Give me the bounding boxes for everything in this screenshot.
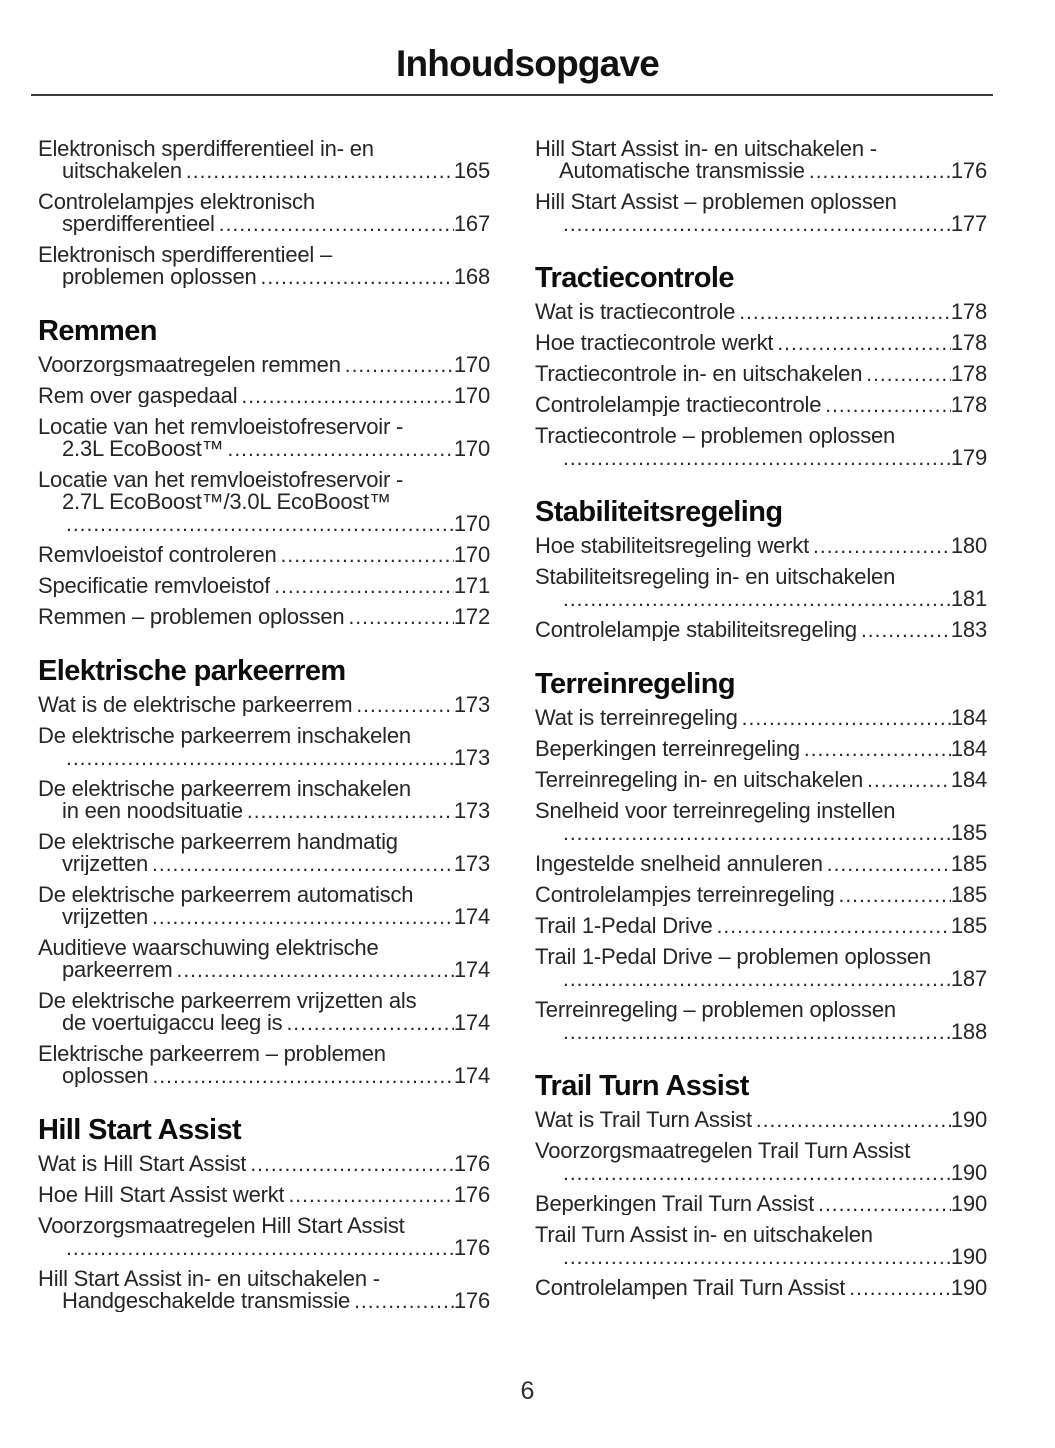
entry-title: problemen oplossen [62, 265, 257, 288]
section-heading: Elektrische parkeerrem [38, 654, 346, 687]
entry-title: 2.3L EcoBoost™ [62, 437, 224, 460]
entry-title-line: De elektrische parkeerrem vrijzetten als [38, 987, 417, 1013]
toc-entry[interactable] [38, 691, 490, 717]
toc-entry[interactable] [535, 766, 987, 792]
toc-entry[interactable] [535, 881, 987, 907]
dot-leader [62, 513, 454, 536]
dot-leader [237, 385, 453, 408]
entry-title: Tractiecontrole in- en uitschakelen [535, 362, 863, 385]
dot-leader [862, 363, 951, 386]
entry-title: Specificatie remvloeistof [38, 574, 271, 597]
entry-page-number: 184 [950, 735, 987, 761]
entry-title: vrijzetten [62, 852, 149, 875]
dot-leader [352, 694, 454, 717]
dot-leader [559, 1162, 951, 1185]
toc-entry[interactable] [38, 466, 490, 536]
dot-leader [559, 588, 951, 611]
entry-page-number: 178 [950, 329, 987, 355]
entry-page-number: 181 [950, 585, 987, 611]
entry-page-number: 176 [453, 1234, 490, 1260]
toc-section [535, 1070, 987, 1300]
entry-page-number: 176 [950, 157, 987, 183]
toc-entry[interactable] [38, 572, 490, 598]
dot-leader [148, 906, 454, 929]
entry-title: Remvloeistof controleren [38, 543, 277, 566]
toc-column-1 [38, 135, 490, 1321]
entry-title: Wat is de elektrische parkeerrem [38, 693, 353, 716]
entry-title-line: Terreinregeling – problemen oplossen [535, 996, 896, 1022]
toc-entry[interactable] [535, 996, 987, 1044]
entry-page-number: 176 [453, 1287, 490, 1313]
dot-leader [223, 438, 453, 461]
entry-title: Hoe stabiliteitsregeling werkt [535, 534, 810, 557]
entry-title: Controlelampje tractiecontrole [535, 393, 822, 416]
entry-page-number: 185 [950, 881, 987, 907]
entry-title: Ingestelde snelheid annuleren [535, 852, 823, 875]
entry-title: uitschakelen [62, 159, 182, 182]
entry-title: in een noodsituatie [62, 799, 243, 822]
dot-leader [857, 619, 951, 642]
entry-page-number: 170 [453, 351, 490, 377]
dot-leader [246, 1153, 454, 1176]
dot-leader [182, 160, 454, 183]
entry-title-line: Elektrische parkeerrem – problemen [38, 1040, 386, 1066]
toc-entry[interactable] [38, 934, 490, 982]
entry-page-number: 185 [950, 819, 987, 845]
entry-title: Trail 1-Pedal Drive [535, 914, 713, 937]
toc-entry[interactable] [38, 1150, 490, 1176]
entry-title: Beperkingen Trail Turn Assist [535, 1192, 815, 1215]
entry-title: Wat is Hill Start Assist [38, 1152, 247, 1175]
entry-title: Remmen – problemen oplossen [38, 605, 345, 628]
dot-leader [559, 213, 951, 236]
entry-title: Wat is terreinregeling [535, 706, 738, 729]
dot-leader [148, 1065, 453, 1088]
toc-entry[interactable] [535, 360, 987, 386]
entry-page-number: 183 [950, 616, 987, 642]
toc-entry[interactable] [38, 413, 490, 461]
entry-page-number: 172 [453, 603, 490, 629]
entry-page-number: 180 [950, 532, 987, 558]
entry-title-line: Voorzorgsmaatregelen Trail Turn Assist [535, 1137, 911, 1163]
dot-leader [341, 354, 454, 377]
entry-title: Voorzorgsmaatregelen remmen [38, 353, 341, 376]
entry-page-number: 174 [453, 1009, 490, 1035]
toc-section [38, 135, 490, 289]
toc-entry[interactable] [38, 987, 490, 1035]
entry-title-line: Elektronisch sperdifferentieel in- en [38, 135, 374, 161]
entry-title: oplossen [62, 1064, 149, 1087]
toc-section [535, 262, 987, 470]
section-heading: Stabiliteitsregeling [535, 495, 783, 528]
dot-leader [559, 822, 951, 845]
entry-page-number: 174 [453, 956, 490, 982]
page-title: Inhoudsopgave [396, 43, 659, 84]
entry-title: parkeerrem [62, 958, 173, 981]
entry-page-number: 168 [453, 263, 490, 289]
toc-entry[interactable] [535, 1106, 987, 1132]
toc-entry[interactable] [38, 1265, 490, 1313]
toc-column-2 [535, 135, 987, 1321]
toc-entry[interactable] [38, 828, 490, 876]
section-heading: Trail Turn Assist [535, 1069, 749, 1102]
section-heading: Tractiecontrole [535, 261, 734, 294]
dot-leader [805, 160, 951, 183]
toc-entry[interactable] [535, 850, 987, 876]
toc-entry[interactable] [535, 563, 987, 611]
dot-leader [845, 1277, 951, 1300]
dot-leader [814, 1193, 951, 1216]
toc-entry[interactable] [535, 1190, 987, 1216]
entry-title: Rem over gaspedaal [38, 384, 238, 407]
entry-title: Terreinregeling in- en uitschakelen [535, 768, 864, 791]
dot-leader [713, 915, 951, 938]
entry-title-line: Elektronisch sperdifferentieel – [38, 241, 333, 267]
toc-entry[interactable] [38, 351, 490, 377]
dot-leader [738, 707, 951, 730]
entry-title: Handgeschakelde transmissie [62, 1289, 351, 1312]
entry-title-line: Hill Start Assist in- en uitschakelen - [535, 135, 877, 161]
entry-page-number: 173 [453, 744, 490, 770]
entry-page-number: 173 [453, 797, 490, 823]
entry-title: de voertuigaccu leeg is [62, 1011, 283, 1034]
entry-page-number: 188 [950, 1018, 987, 1044]
dot-leader [344, 606, 453, 629]
toc-entry[interactable] [38, 188, 490, 236]
dot-leader [752, 1109, 951, 1132]
toc-entry[interactable] [535, 391, 987, 417]
entry-title-line: De elektrische parkeerrem handmatig [38, 828, 398, 854]
entry-title: Hoe tractiecontrole werkt [535, 331, 774, 354]
toc-entry[interactable] [38, 775, 490, 823]
entry-page-number: 185 [950, 850, 987, 876]
toc-entry[interactable] [535, 532, 987, 558]
toc-section [38, 655, 490, 1088]
entry-title-line: Voorzorgsmaatregelen Hill Start Assist [38, 1212, 405, 1238]
entry-title-line: Auditieve waarschuwing elektrische [38, 934, 379, 960]
toc-entry[interactable] [535, 943, 987, 991]
entry-page-number: 178 [950, 391, 987, 417]
toc-entry[interactable] [38, 1181, 490, 1207]
entry-title-line: De elektrische parkeerrem inschakelen [38, 775, 411, 801]
entry-page-number: 171 [453, 572, 490, 598]
entry-page-number: 170 [453, 435, 490, 461]
dot-leader [62, 1237, 454, 1260]
dot-leader [172, 959, 453, 982]
toc-entry[interactable] [535, 616, 987, 642]
entry-title: vrijzetten [62, 905, 149, 928]
page-number: 6 [520, 1377, 535, 1405]
entry-page-number: 176 [453, 1181, 490, 1207]
dot-leader [243, 800, 454, 823]
toc-entry[interactable] [38, 135, 490, 183]
toc-section [38, 315, 490, 629]
toc-columns [0, 96, 1055, 1321]
entry-page-number: 184 [950, 766, 987, 792]
entry-title: Controlelampen Trail Turn Assist [535, 1276, 846, 1299]
entry-page-number: 177 [950, 210, 987, 236]
entry-title: Automatische transmissie [559, 159, 805, 182]
entry-page-number: 190 [950, 1159, 987, 1185]
entry-page-number: 174 [453, 903, 490, 929]
section-heading: Hill Start Assist [38, 1113, 242, 1146]
entry-page-number: 178 [950, 298, 987, 324]
toc-section [535, 135, 987, 236]
toc-entry[interactable] [535, 298, 987, 324]
entry-page-number: 190 [950, 1190, 987, 1216]
toc-entry[interactable] [535, 135, 987, 183]
dot-leader [823, 853, 951, 876]
dot-leader [559, 1246, 951, 1269]
entry-page-number: 190 [950, 1274, 987, 1300]
dot-leader [277, 544, 454, 567]
toc-section [535, 668, 987, 1044]
entry-title-line: Controlelampjes elektronisch [38, 188, 315, 214]
dot-leader [257, 266, 454, 289]
toc-entry[interactable] [535, 1274, 987, 1300]
entry-page-number: 187 [950, 965, 987, 991]
toc-entry[interactable] [535, 704, 987, 730]
toc-entry[interactable] [535, 735, 987, 761]
entry-title: Controlelampjes terreinregeling [535, 883, 835, 906]
dot-leader [282, 1012, 453, 1035]
entry-title: Beperkingen terreinregeling [535, 737, 800, 760]
entry-title-line: Tractiecontrole – problemen oplossen [535, 422, 896, 448]
dot-leader [350, 1290, 454, 1313]
entry-page-number: 174 [453, 1062, 490, 1088]
toc-entry[interactable] [535, 1137, 987, 1185]
dot-leader [821, 394, 951, 417]
dot-leader [863, 769, 951, 792]
entry-title-line: Locatie van het remvloeistofreservoir - [38, 466, 404, 492]
dot-leader [800, 738, 951, 761]
entry-title-line: Hill Start Assist – problemen oplossen [535, 188, 897, 214]
entry-page-number: 167 [453, 210, 490, 236]
entry-page-number: 185 [950, 912, 987, 938]
entry-page-number: 170 [453, 510, 490, 536]
toc-entry[interactable] [38, 722, 490, 770]
dot-leader [773, 332, 951, 355]
entry-page-number: 170 [453, 541, 490, 567]
entry-page-number: 173 [453, 691, 490, 717]
section-heading: Remmen [38, 314, 157, 347]
toc-entry[interactable] [535, 188, 987, 236]
toc-entry[interactable] [38, 1212, 490, 1260]
entry-title-line: De elektrische parkeerrem automatisch [38, 881, 414, 907]
dot-leader [559, 447, 951, 470]
entry-title-line: Locatie van het remvloeistofreservoir - [38, 413, 404, 439]
dot-leader [559, 968, 951, 991]
dot-leader [735, 301, 951, 324]
toc-entry[interactable] [38, 541, 490, 567]
entry-title-line: De elektrische parkeerrem inschakelen [38, 722, 411, 748]
entry-title-line: Snelheid voor terreinregeling instellen [535, 797, 896, 823]
entry-title-line: Hill Start Assist in- en uitschakelen - [38, 1265, 380, 1291]
toc-section [38, 1114, 490, 1313]
dot-leader [215, 213, 454, 236]
entry-title: Controlelampje stabiliteitsregeling [535, 618, 857, 641]
entry-title: Hoe Hill Start Assist werkt [38, 1183, 285, 1206]
dot-leader [809, 535, 951, 558]
entry-page-number: 176 [453, 1150, 490, 1176]
entry-title-line: Trail Turn Assist in- en uitschakelen [535, 1221, 873, 1247]
entry-page-number: 178 [950, 360, 987, 386]
entry-title-line: Trail 1-Pedal Drive – problemen oplossen [535, 943, 931, 969]
entry-title: sperdifferentieel [62, 212, 215, 235]
entry-page-number: 190 [950, 1106, 987, 1132]
entry-title: Wat is Trail Turn Assist [535, 1108, 752, 1131]
entry-title-line: 2.7L EcoBoost™/3.0L EcoBoost™ [62, 488, 391, 514]
entry-page-number: 184 [950, 704, 987, 730]
toc-entry[interactable] [38, 881, 490, 929]
toc-entry[interactable] [535, 912, 987, 938]
toc-entry[interactable] [535, 1221, 987, 1269]
entry-page-number: 165 [453, 157, 490, 183]
section-heading: Terreinregeling [535, 667, 735, 700]
entry-page-number: 179 [950, 444, 987, 470]
toc-entry[interactable] [38, 1040, 490, 1088]
entry-title: Wat is tractiecontrole [535, 300, 736, 323]
toc-entry[interactable] [535, 422, 987, 470]
dot-leader [62, 747, 454, 770]
toc-entry[interactable] [38, 241, 490, 289]
dot-leader [270, 575, 454, 598]
dot-leader [148, 853, 454, 876]
toc-entry[interactable] [535, 329, 987, 355]
dot-leader [284, 1184, 453, 1207]
entry-title-line: Stabiliteitsregeling in- en uitschakelen [535, 563, 896, 589]
entry-page-number: 190 [950, 1243, 987, 1269]
entry-page-number: 173 [453, 850, 490, 876]
dot-leader [835, 884, 951, 907]
toc-section [535, 496, 987, 642]
toc-entry[interactable] [38, 603, 490, 629]
entry-page-number: 170 [453, 382, 490, 408]
toc-entry[interactable] [535, 797, 987, 845]
toc-entry[interactable] [38, 382, 490, 408]
dot-leader [559, 1021, 951, 1044]
